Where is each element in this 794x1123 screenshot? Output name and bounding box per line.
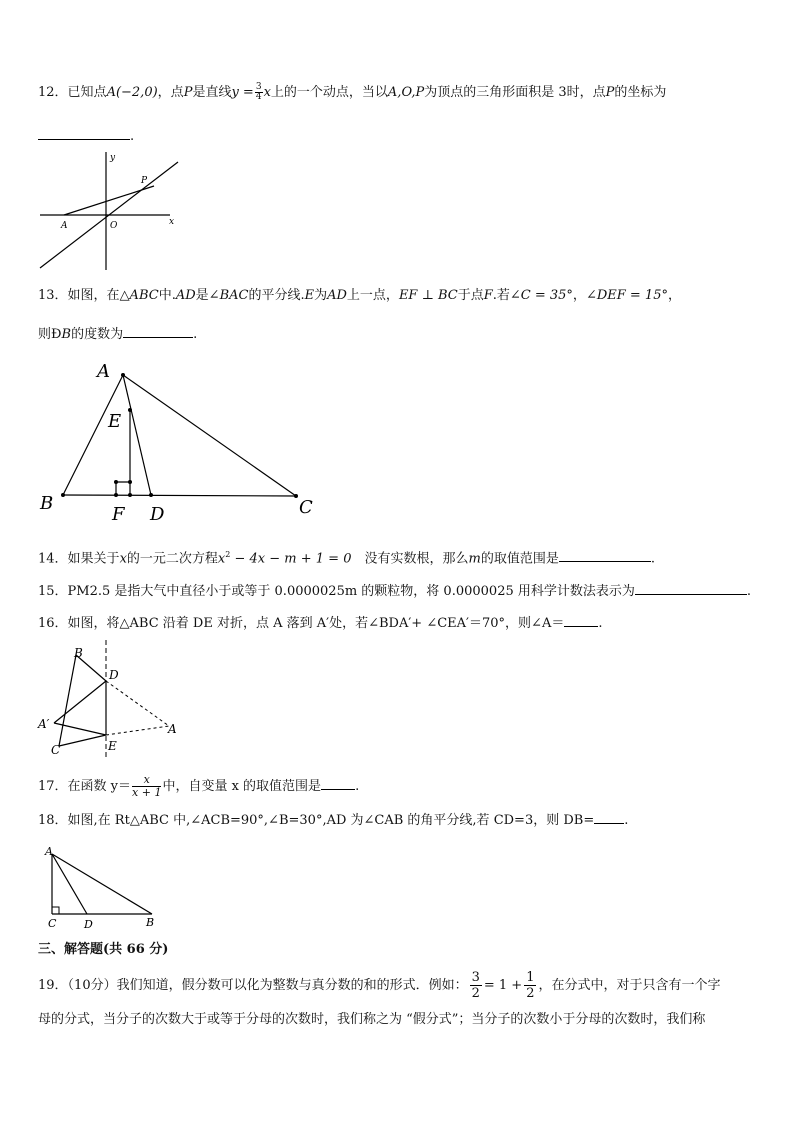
q16-label-D: D	[109, 668, 119, 682]
q17-text: 17．在函数 y＝ $\frac{x}{x + 1}$ 中，自变量 x 的取值范围是 .	[38, 773, 360, 799]
q13-answer-blank[interactable]	[123, 325, 193, 338]
q13-point-D	[149, 493, 153, 497]
q13-bisector-AD	[123, 375, 151, 495]
q16-label-A1: A′	[38, 717, 50, 731]
q13-figure	[36, 358, 326, 526]
q13-point-F	[128, 493, 132, 497]
q13-text: 13．如图，在△ABC中.AD是∠BAC的平分线.E为AD上一点，EF ⊥ BC于点F.若∠C = 35°，∠DEF = 15°，	[38, 288, 681, 303]
q16-label-A: A	[168, 722, 177, 736]
q18-label-B: B	[146, 916, 155, 929]
q18-side-AB	[52, 854, 152, 914]
q16-dashed-EA	[106, 726, 169, 735]
q13-text-line2: 则ÐB的度数为 .	[38, 327, 198, 342]
q12-answer-blank[interactable]	[38, 127, 130, 140]
q13-label-B: B	[40, 493, 54, 514]
q16-side-BC	[59, 655, 76, 746]
q13-point-A	[121, 373, 125, 377]
q13-point-B	[61, 493, 65, 497]
q16-dashed-DA	[106, 681, 169, 726]
q14-answer-blank[interactable]	[559, 549, 651, 562]
q18-label-C: C	[48, 917, 57, 930]
q13-label-E: E	[108, 411, 122, 432]
q13-side-BC	[63, 495, 296, 496]
q16-label-B: B	[74, 646, 83, 660]
q18-right-angle-mark	[52, 907, 59, 914]
q12-segment-AP	[64, 186, 154, 215]
q12-label-y: y	[110, 153, 116, 163]
q13-label-D: D	[150, 504, 165, 525]
q13-label-A: A	[97, 361, 110, 382]
q12-answer-line: .	[38, 127, 134, 146]
q17-fraction: $\frac{x}{x + 1}$	[132, 773, 162, 799]
q16-label-E: E	[108, 739, 117, 753]
q15-answer-blank[interactable]	[635, 582, 747, 595]
q13-label-F: F	[112, 504, 125, 525]
q18-label-A: A	[45, 845, 53, 858]
q16-label-C: C	[51, 743, 61, 757]
q19-text: 19．（10分）我们知道，假分数可以化为整数与真分数的和的形式．例如： $\frac{3}{2}$ = 1 + $\frac{1}{2}$ ，在分式中，对于只含有一个字	[38, 970, 721, 1001]
q13-side-AB	[63, 375, 123, 495]
q18-bisector-AD	[52, 854, 87, 914]
q12-figure	[36, 150, 186, 272]
q18-text: 18．如图,在 Rt△ABC 中,∠ACB=90°,∠B=30°,AD 为∠CAB 的角平分线,若 CD=3，则 DB= .	[38, 813, 629, 828]
q18-figure	[40, 842, 170, 930]
q19-fraction-2: $\frac{1}{2}$	[526, 970, 535, 1001]
q12-text: 12．已知点A(−2,0)，点P是直线y = $\frac{3}{4}$ x上的一个动点，当以A,O,P为顶点的三角形面积是 3时，点P的坐标为	[38, 82, 667, 102]
q13-point-E	[128, 408, 132, 412]
section-heading: 三、解答题(共 66 分)	[38, 942, 169, 957]
q12-fraction: $\frac{3}{4}$	[255, 82, 262, 102]
q16-answer-blank[interactable]	[564, 614, 598, 627]
q13-mark-dot2	[128, 480, 132, 484]
q13-label-C: C	[299, 497, 313, 518]
q17-answer-blank[interactable]	[321, 777, 355, 790]
q13-right-angle-mark	[116, 482, 130, 495]
q19-text-line2: 母的分式，当分子的次数大于或等于分母的次数时，我们称之为 “假分式”；当分子的次数小于分母的次数时，我们称	[38, 1012, 706, 1027]
q13-mark-dot3	[114, 493, 118, 497]
q13-mark-dot	[114, 480, 118, 484]
q16-side-CE	[59, 735, 106, 746]
q13-side-AC	[123, 375, 296, 496]
q13-point-C	[294, 494, 298, 498]
q12-label-O: O	[110, 221, 118, 231]
q16-text: 16．如图，将△ABC 沿着 DE 对折，点 A 落到 A′处，若∠BDA′+ ∠CEA′＝70°，则∠A＝ .	[38, 616, 603, 631]
q12-label-x: x	[169, 217, 175, 227]
q16-segment-DA1	[54, 681, 106, 723]
q15-text: 15．PM2.5 是指大气中直径小于或等于 0.0000025m 的颗粒物，将 0.0000025 用科学计数法表示为 .	[38, 584, 752, 599]
q12-label-P: P	[141, 176, 148, 186]
q18-label-D: D	[84, 918, 93, 930]
q16-figure	[36, 638, 186, 760]
q19-fraction-1: $\frac{3}{2}$	[471, 970, 480, 1001]
q18-answer-blank[interactable]	[594, 811, 624, 824]
q14-text: 14．如果关于x的一元二次方程$x^2 - 4x - m + 1 = 0$ 没有实数根，那么m的取值范围是 .	[38, 550, 655, 567]
q12-label-A: A	[61, 221, 68, 231]
